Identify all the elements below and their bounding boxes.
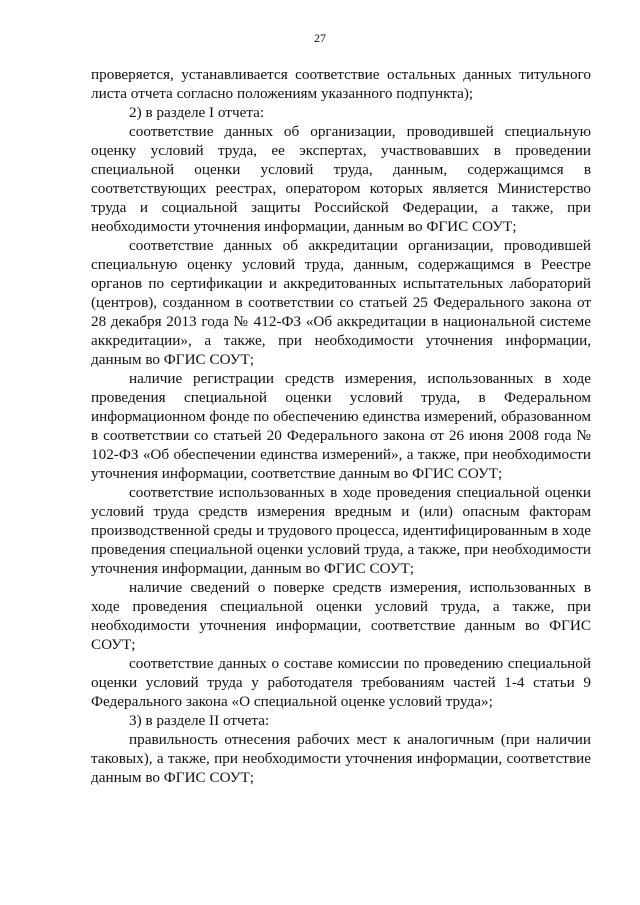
paragraph-measurement-factors: соответствие использованных в ходе проведения специальной оценки условий труда средств измерения вредным и (или) опасным факторам производственной среды и трудового процесса, идентифицированным в ходе проведения специальной оценки условий труда, а также, при необходимости уточнения информации, данным во ФГИС СОУТ; <box>91 484 591 577</box>
paragraph-section-1-heading: 2) в разделе I отчета: <box>129 104 265 121</box>
paragraph-title-page-continuation: проверяется, устанавливается соответствие остальных данных титульного листа отчета согласно положениям указанного подпункта); <box>91 66 591 102</box>
paragraph-commission: соответствие данных о составе комиссии по проведению специальной оценки условий труда у работодателя требованиям частей 1-4 статьи 9 Федерального закона «О специальной оценке условий труда»; <box>91 655 591 710</box>
paragraph-accreditation: соответствие данных об аккредитации организации, проводившей специальную оценку условий труда, данным, содержащимся в Реестре органов по сертификации и аккредитованных испытательных лабораторий (центров), созданном в соответствии со статьей 25 Федерального закона от 28 декабря 2013 года № 412-ФЗ «Об аккредитации в национальной системе аккредитации», а также, при необходимости уточнения информации, данным во ФГИС СОУТ; <box>91 237 591 368</box>
paragraph-section-2-heading: 3) в разделе II отчета: <box>129 712 270 729</box>
page-number: 27 <box>314 31 326 45</box>
paragraph-verification: наличие сведений о поверке средств измерения, использованных в ходе проведения специальной оценки условий труда, а также, при необходимости уточнения информации, соответствие данным во ФГИС СОУТ; <box>91 579 591 653</box>
paragraph-measurement-registration: наличие регистрации средств измерения, использованных в ходе проведения специальной оценки условий труда, в Федеральном информационном фонде по обеспечению единства измерений, образованном в соответствии со статьей 20 Федерального закона от 26 июня 2008 года № 102-ФЗ «Об обеспечении единства измерений», а также, при необходимости уточнения информации, соответствие данным во ФГИС СОУТ; <box>91 370 591 482</box>
paragraph-analogous-workplaces: правильность отнесения рабочих мест к аналогичным (при наличии таковых), а также, при необходимости уточнения информации, соответствие данным во ФГИС СОУТ; <box>91 731 591 786</box>
document-body <box>91 65 591 787</box>
paragraph-organization-experts: соответствие данных об организации, проводившей специальную оценку условий труда, ее экспертах, участвовавших в проведении специальной оценки условий труда, данным, содержащимся в соответствующих реестрах, оператором которых является Министерство труда и социальной защиты Российской Федерации, а также, при необходимости уточнения информации, данным во ФГИС СОУТ; <box>91 123 591 235</box>
